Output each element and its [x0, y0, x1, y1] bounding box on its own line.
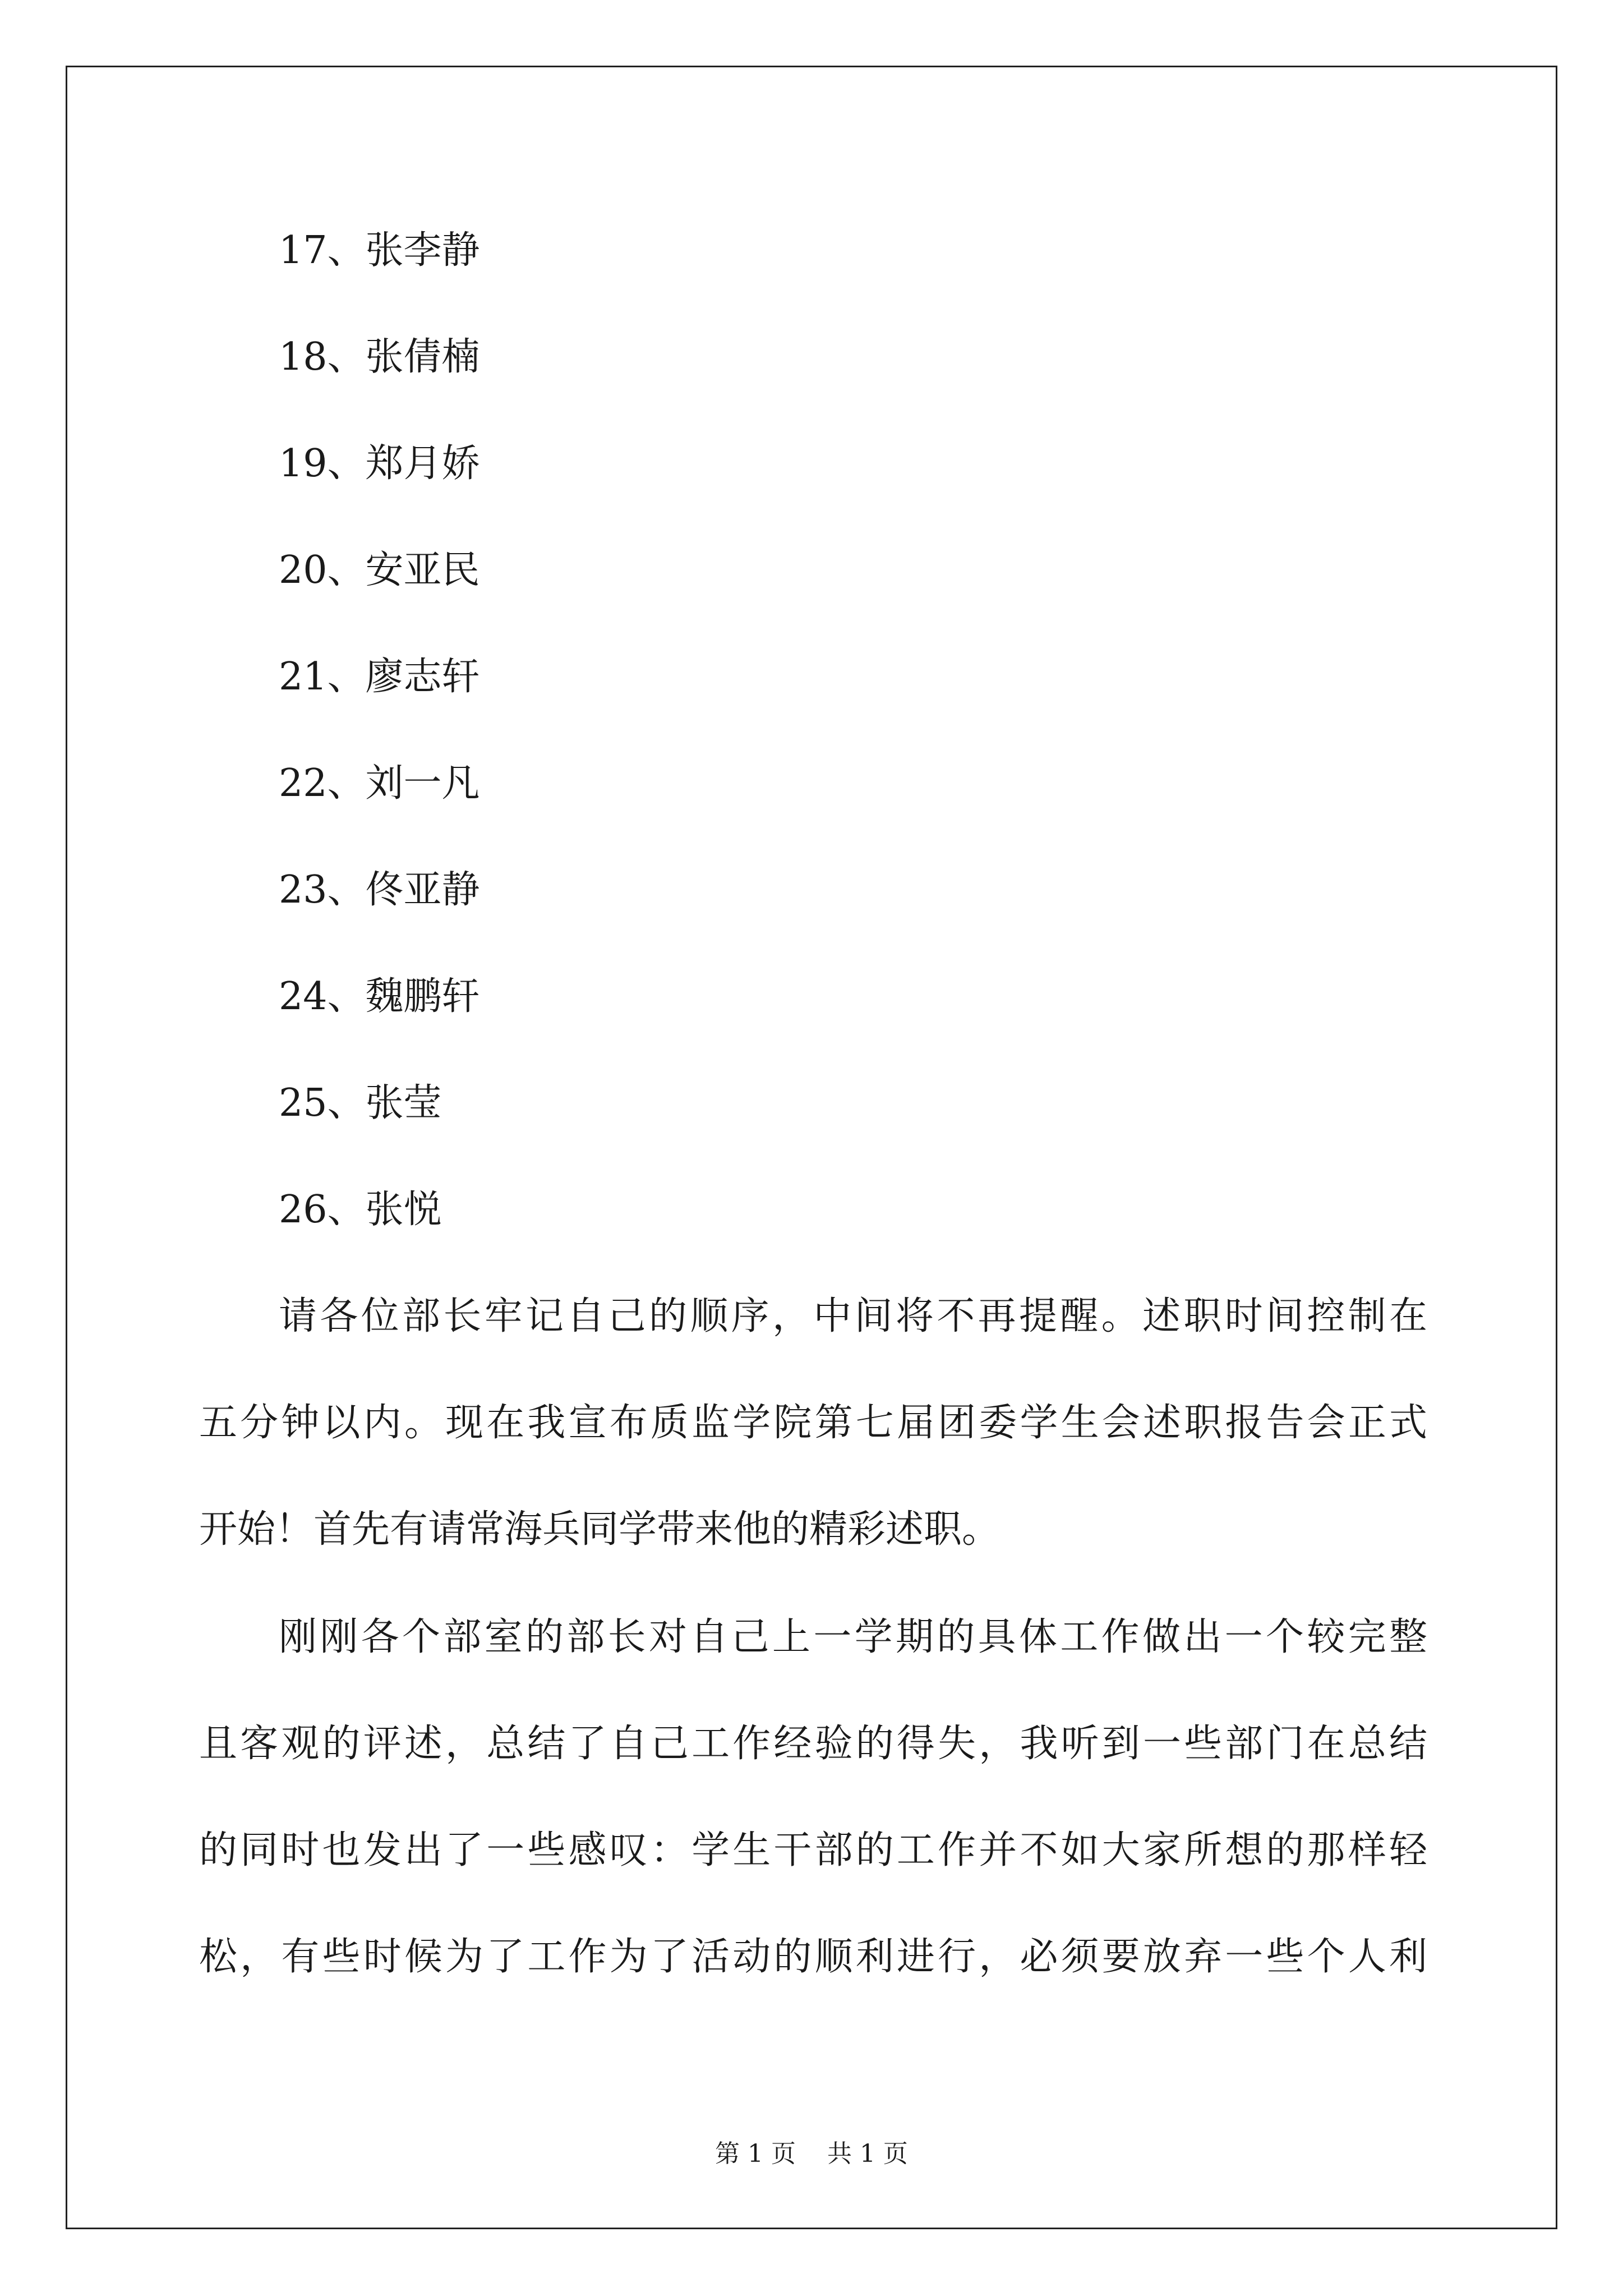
- list-item: 26、张悦: [279, 1188, 442, 1232]
- list-item: 19、郑月娇: [279, 441, 480, 486]
- paragraph-line: 刚刚各个部室的部长对自己上一学期的具体工作做出一个较完整: [279, 1615, 1427, 1659]
- list-item: 17、张李静: [279, 228, 480, 273]
- paragraph-line: 的同时也发出了一些感叹：学生干部的工作并不如大家所想的那样轻: [199, 1828, 1427, 1872]
- list-item: 25、张莹: [279, 1081, 442, 1125]
- list-item: 21、廖志轩: [279, 655, 480, 699]
- list-item: 23、佟亚静: [279, 868, 480, 912]
- list-item: 18、张倩楠: [279, 335, 480, 379]
- paragraph-line: 请各位部长牢记自己的顺序，中间将不再提醒。述职时间控制在: [279, 1294, 1427, 1338]
- paragraph-line: 开始！首先有请常海兵同学带来他的精彩述职。: [199, 1507, 1000, 1552]
- page-border: [66, 66, 1557, 2229]
- list-item: 20、安亚民: [279, 548, 480, 592]
- page-footer: 第 1 页 共 1 页: [715, 2139, 908, 2168]
- paragraph-line: 且客观的评述，总结了自己工作经验的得失，我听到一些部门在总结: [199, 1722, 1427, 1766]
- list-item: 24、魏鹏轩: [279, 974, 480, 1019]
- list-item: 22、刘一凡: [279, 761, 480, 806]
- paragraph-line: 五分钟以内。现在我宣布质监学院第七届团委学生会述职报告会正式: [199, 1401, 1427, 1445]
- paragraph-line: 松，有些时候为了工作为了活动的顺利进行，必须要放弃一些个人利: [199, 1935, 1427, 1979]
